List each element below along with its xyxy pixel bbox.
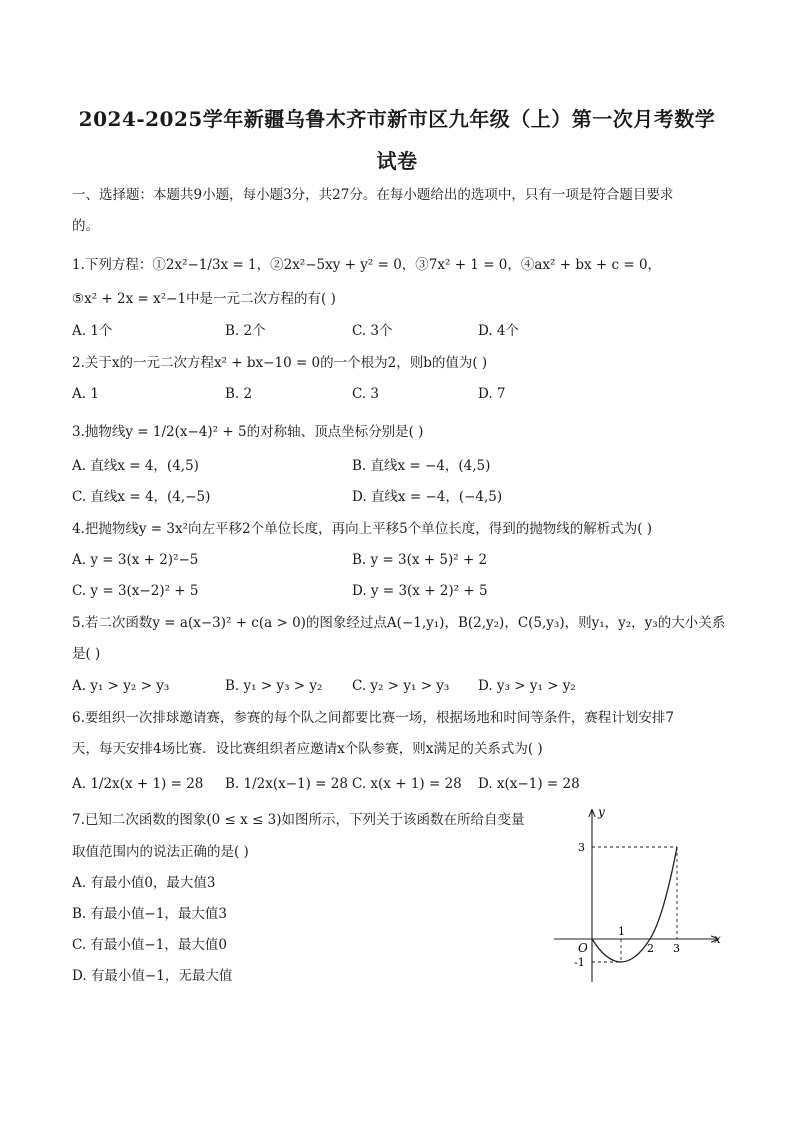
q7-option-d[interactable]: D. 有最小值−1，无最大值: [72, 968, 233, 984]
origin-label: O: [578, 941, 588, 955]
q1-option-a[interactable]: A. 1个: [72, 323, 113, 339]
tick-label-x2: 2: [647, 942, 654, 955]
q5-stem-line1: 5.若二次函数y = a(x−3)² + c(a > 0)的图象经过点A(−1,y₁)，B(2,y₂)，C(5,y₃)，则y₁，y₂，y₃的大小关系: [72, 615, 726, 631]
q2-option-a[interactable]: A. 1: [72, 386, 99, 402]
q3-option-b[interactable]: B. 直线x = −4，(4,5): [352, 458, 491, 474]
q7-stem-line1: 7.已知二次函数的图象(0 ≤ x ≤ 3)如图所示，下列关于该函数在所给自变量: [72, 812, 525, 828]
q3-option-c[interactable]: C. 直线x = 4，(4,−5): [72, 489, 211, 505]
q7-option-a[interactable]: A. 有最小值0，最大值3: [72, 875, 216, 891]
q6-stem-line1: 6.要组织一次排球邀请赛，参赛的每个队之间都要比赛一场，根据场地和时间等条件，赛程计划安排7: [72, 710, 674, 726]
tick-label-x3: 3: [673, 942, 680, 955]
section-instructions-line2: 的。: [72, 218, 99, 234]
q1-stem-line1: 1.下列方程：①2x²−1/3x = 1，②2x²−5xy + y² = 0，③7x² + 1 = 0，④ax² + bx + c = 0，: [72, 257, 662, 273]
q6-option-b[interactable]: B. 1/2x(x−1) = 28: [225, 776, 348, 792]
q4-option-b[interactable]: B. y = 3(x + 5)² + 2: [352, 552, 488, 568]
q1-stem-line2: ⑤x² + 2x = x²−1中是一元二次方程的有( ): [72, 291, 336, 307]
tick-label-x1: 1: [618, 925, 625, 938]
q4-option-a[interactable]: A. y = 3(x + 2)²−5: [72, 552, 199, 568]
q1-option-c[interactable]: C. 3个: [352, 323, 393, 339]
q6-option-d[interactable]: D. x(x−1) = 28: [478, 776, 580, 792]
q2-option-c[interactable]: C. 3: [352, 386, 380, 402]
q3-stem: 3.抛物线y = 1/2(x−4)² + 5的对称轴、顶点坐标分别是( ): [72, 424, 424, 440]
q2-option-d[interactable]: D. 7: [478, 386, 506, 402]
q5-stem-line2: 是( ): [72, 646, 101, 662]
q5-option-a[interactable]: A. y₁ > y₂ > y₃: [72, 678, 170, 694]
q5-option-b[interactable]: B. y₁ > y₃ > y₂: [225, 678, 323, 694]
parabola-curve: [592, 847, 677, 962]
q1-option-b[interactable]: B. 2个: [225, 323, 266, 339]
exam-title-line1: 2024-2025学年新疆乌鲁木齐市新市区九年级（上）第一次月考数学: [78, 107, 716, 131]
q3-option-d[interactable]: D. 直线x = −4，(−4,5): [352, 489, 503, 505]
y-axis-label: y: [598, 805, 605, 819]
q5-option-d[interactable]: D. y₃ > y₁ > y₂: [478, 678, 576, 694]
q6-stem-line2: 天，每天安排4场比赛．设比赛组织者应邀请x个队参赛，则x满足的关系式为( ): [72, 741, 543, 757]
q7-option-b[interactable]: B. 有最小值−1，最大值3: [72, 906, 227, 922]
q6-option-a[interactable]: A. 1/2x(x + 1) = 28: [72, 776, 204, 792]
q6-option-c[interactable]: C. x(x + 1) = 28: [352, 776, 462, 792]
q7-parabola-figure: [548, 800, 728, 990]
section-instructions-line1: 一、选择题：本题共9小题，每小题3分，共27分。在每小题给出的选项中，只有一项是符合题目要求: [72, 187, 674, 203]
tick-label-y3: 3: [578, 841, 585, 854]
q2-stem: 2.关于x的一元二次方程x² + bx−10 = 0的一个根为2，则b的值为( ): [72, 355, 488, 371]
q7-option-c[interactable]: C. 有最小值−1，最大值0: [72, 937, 227, 953]
q1-option-d[interactable]: D. 4个: [478, 323, 520, 339]
q2-option-b[interactable]: B. 2: [225, 386, 253, 402]
tick-label-y-neg1: -1: [574, 956, 585, 969]
q7-stem-line2: 取值范围内的说法正确的是( ): [72, 844, 249, 860]
exam-title-line2: 试卷: [376, 149, 418, 173]
q4-stem: 4.把抛物线y = 3x²向左平移2个单位长度，再向上平移5个单位长度，得到的抛物线的解析式为( ): [72, 521, 653, 537]
x-axis-label: x: [714, 932, 721, 946]
q5-option-c[interactable]: C. y₂ > y₁ > y₃: [352, 678, 450, 694]
q3-option-a[interactable]: A. 直线x = 4，(4,5): [72, 458, 199, 474]
q4-option-d[interactable]: D. y = 3(x + 2)² + 5: [352, 583, 488, 599]
q4-option-c[interactable]: C. y = 3(x−2)² + 5: [72, 583, 199, 599]
